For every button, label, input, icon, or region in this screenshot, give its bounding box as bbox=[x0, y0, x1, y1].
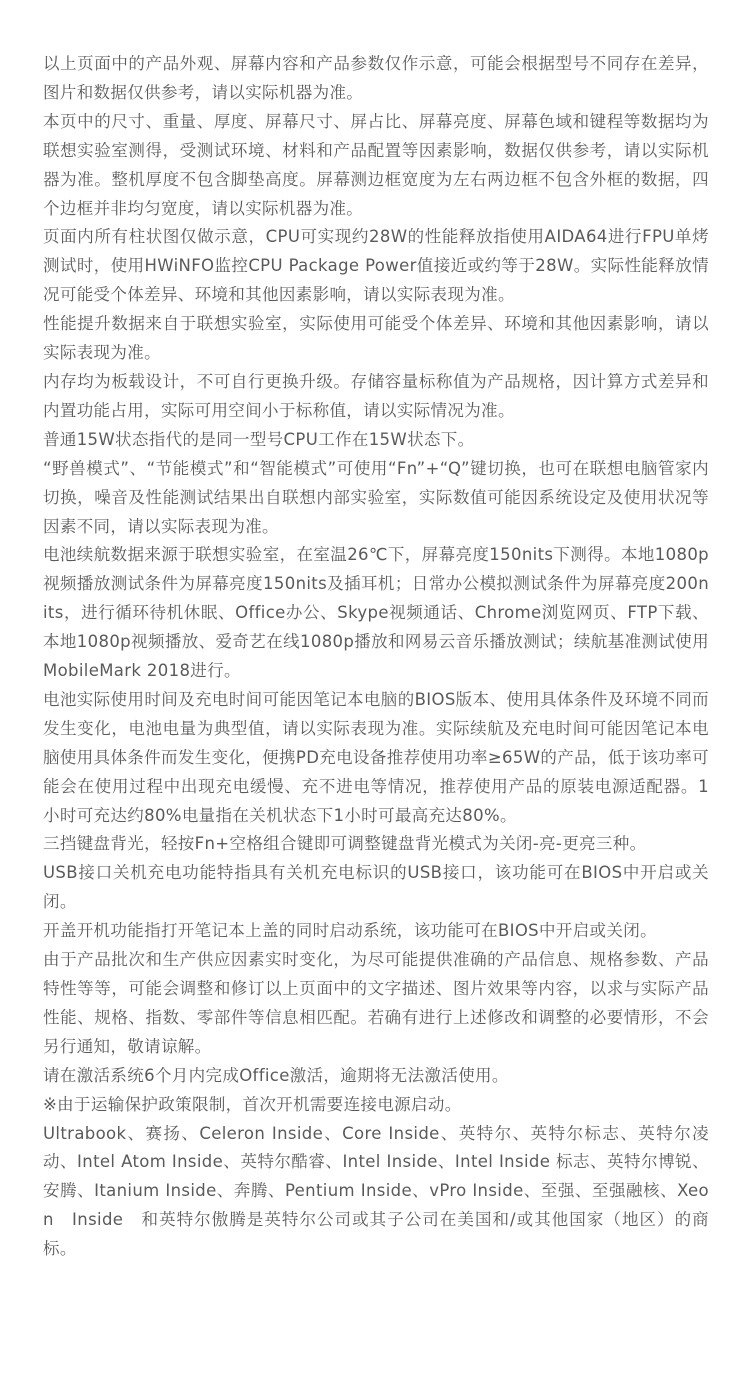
disclaimer-paragraph: 普通15W状态指代的是同一型号CPU工作在15W状态下。 bbox=[43, 429, 475, 449]
disclaimer-paragraph: USB接口关机充电功能特指具有关机充电标识的USB接口，该功能可在BIOS中开启或关闭。 bbox=[43, 863, 709, 912]
disclaimer-paragraph: 由于产品批次和生产供应因素实时变化，为尽可能提供准确的产品信息、规格参数、产品特性等等，可能会调整和修订以上页面中的文字描述、图片效果等内容，以求与实际产品性能、规格、指数、零部件等信息相匹配。若确有进行上述修改和调整的必要情形，不会另行通知，敬请谅解。 bbox=[43, 950, 709, 1056]
disclaimer-paragraph: 三挡键盘背光，轻按Fn+空格组合键即可调整键盘背光模式为关闭-亮-更亮三种。 bbox=[43, 834, 647, 854]
disclaimer-paragraph: 电池续航数据来源于联想实验室，在室温26℃下，屏幕亮度150nits下测得。本地1080p视频播放测试条件为屏幕亮度150nits及插耳机；日常办公模拟测试条件为屏幕亮度200nits，进行循环待机休眠、Office办公、Skype视频通话、Chrome浏览网页、FTP下载、本地1080p视频播放、爱奇艺在线1080p播放和网易云音乐播放测试；续航基准测试使用MobileMark 2018进行。 bbox=[43, 545, 709, 681]
disclaimer-text bbox=[43, 50, 709, 1264]
disclaimer-paragraph: ※由于运输保护政策限制，首次开机需要连接电源启动。 bbox=[43, 1094, 462, 1114]
disclaimer-paragraph: 性能提升数据来自于联想实验室，实际使用可能受个体差异、环境和其他因素影响，请以实际表现为准。 bbox=[43, 314, 709, 363]
disclaimer-paragraph: 本页中的尺寸、重量、厚度、屏幕尺寸、屏占比、屏幕亮度、屏幕色域和键程等数据均为联想实验室测得，受测试环境、材料和产品配置等因素影响，数据仅供参考，请以实际机器为准。整机厚度不包含脚垫高度。屏幕测边框宽度为左右两边框不包含外框的数据，四个边框并非均匀宽度，请以实际机器为准。 bbox=[43, 111, 709, 218]
disclaimer-paragraph: 内存均为板载设计，不可自行更换升级。存储容量标称值为产品规格，因计算方式差异和内置功能占用，实际可用空间小于标称值，请以实际情况为准。 bbox=[43, 371, 709, 420]
disclaimer-paragraph: Ultrabook、赛扬、Celeron Inside、Core Inside、英特尔、英特尔标志、英特尔凌动、Intel Atom Inside、英特尔酷睿、Intel Inside、Intel Inside 标志、英特尔博锐、安腾、Itanium Inside、奔腾、Pentium Inside、vPro Inside、至强、至强融核、Xeon Inside 和英特尔傲腾是英特尔公司或其子公司在美国和/或其他国家（地区）的商标。 bbox=[43, 1123, 709, 1259]
disclaimer-paragraph: 以上页面中的产品外观、屏幕内容和产品参数仅作示意，可能会根据型号不同存在差异，图片和数据仅供参考，请以实际机器为准。 bbox=[43, 54, 709, 102]
disclaimer-paragraph: 请在激活系统6个月内完成Office激活，逾期将无法激活使用。 bbox=[43, 1065, 509, 1085]
disclaimer-paragraph: “野兽模式”、“节能模式”和“智能模式”可使用“Fn”+“Q”键切换，也可在联想电脑管家内切换，噪音及性能测试结果出自联想内部实验室，实际数值可能因系统设定及使用状况等因素不同，请以实际表现为准。 bbox=[43, 458, 709, 536]
disclaimer-paragraph: 电池实际使用时间及充电时间可能因笔记本电脑的BIOS版本、使用具体条件及环境不同而发生变化，电池电量为典型值，请以实际表现为准。实际续航及充电时间可能因笔记本电脑使用具体条件而发生变化，便携PD充电设备推荐使用功率≥65W的产品，低于该功率可能会在使用过程中出现充电缓慢、充不进电等情况，推荐使用产品的原装电源适配器。1小时可充达约80%电量指在关机状态下1小时可最高充达80%。 bbox=[43, 689, 709, 825]
disclaimer-paragraph: 开盖开机功能指打开笔记本上盖的同时启动系统，该功能可在BIOS中开启或关闭。 bbox=[43, 921, 657, 941]
disclaimer-paragraph: 页面内所有柱状图仅做示意，CPU可实现约28W的性能释放指使用AIDA64进行FPU单烤测试时，使用HWiNFO监控CPU Package Power值接近或约等于28W。实际性能释放情况可能受个体差异、环境和其他因素影响，请以实际表现为准。 bbox=[43, 227, 709, 305]
